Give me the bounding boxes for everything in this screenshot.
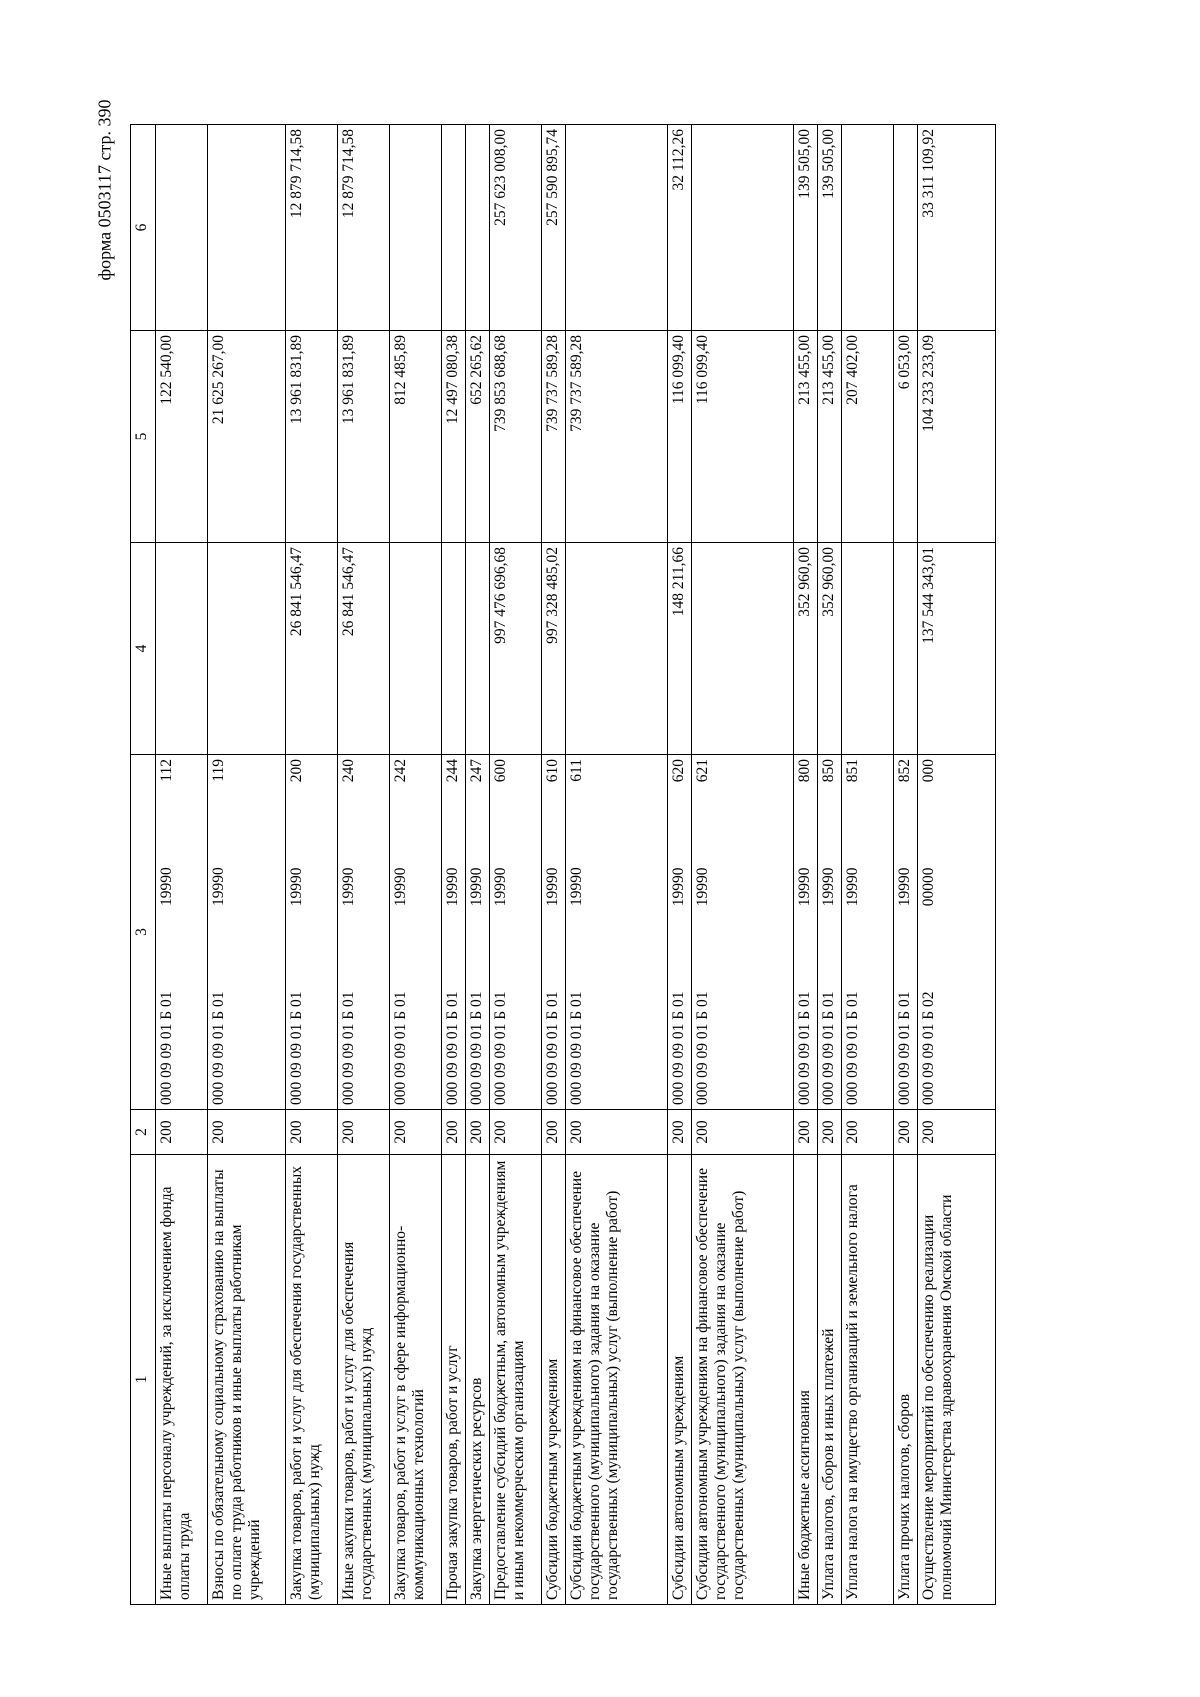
budget-code-item: 19990 (392, 867, 409, 907)
column-header: 2 (131, 1110, 156, 1155)
budget-code-main: 000 09 09 01 Б 01 (392, 991, 409, 1105)
budget-code-main: 000 09 09 01 Б 01 (544, 991, 561, 1105)
line-code: 200 (542, 1110, 566, 1155)
value-unexecuted: 257 590 895,74 (542, 125, 566, 331)
budget-code-item: 19990 (670, 867, 687, 907)
table-row (390, 125, 442, 1605)
line-code: 200 (156, 1110, 208, 1155)
budget-code-parts (820, 759, 838, 1105)
table-row (208, 125, 286, 1605)
budget-code-item: 19990 (288, 867, 305, 907)
value-unexecuted (390, 125, 442, 331)
budget-code-main: 000 09 09 01 Б 01 (670, 991, 687, 1105)
value-approved (894, 543, 918, 755)
budget-code-main: 000 09 09 01 Б 01 (444, 991, 461, 1105)
value-unexecuted (208, 125, 286, 331)
budget-code-parts (568, 759, 586, 1105)
budget-code (390, 755, 442, 1110)
line-code: 200 (442, 1110, 466, 1155)
budget-code-parts (288, 759, 306, 1105)
budget-code-main: 000 09 09 01 Б 01 (796, 991, 813, 1105)
value-unexecuted (566, 125, 668, 331)
value-executed: 116 099,40 (692, 331, 794, 543)
value-approved: 148 211,66 (668, 543, 692, 755)
budget-code (490, 755, 542, 1110)
row-name: Уплата налога на имущество организаций и земельного налога (842, 1155, 894, 1605)
budget-code-item: 19990 (340, 867, 357, 907)
budget-code-item: 19990 (444, 867, 461, 907)
budget-code-type: 112 (158, 759, 175, 782)
value-approved: 26 841 546,47 (286, 543, 338, 755)
budget-code-type: 240 (340, 759, 357, 783)
table-body (156, 125, 996, 1605)
budget-code-main: 000 09 09 01 Б 01 (340, 991, 357, 1105)
budget-code-item: 19990 (568, 867, 585, 906)
budget-code-item: 19990 (820, 867, 837, 907)
value-executed: 739 737 589,28 (542, 331, 566, 543)
value-approved (390, 543, 442, 755)
budget-code-type: 247 (468, 759, 485, 783)
budget-code-item: 19990 (694, 867, 711, 907)
budget-code-main: 000 09 09 01 Б 01 (468, 991, 485, 1105)
budget-code-type: 620 (670, 759, 687, 783)
value-approved (842, 543, 894, 755)
budget-code-type: 600 (492, 759, 509, 783)
value-executed: 739 737 589,28 (566, 331, 668, 543)
table-row (794, 125, 818, 1605)
budget-code-type: 610 (544, 759, 561, 783)
form-label: форма 0503117 стр. 390 (94, 99, 115, 281)
budget-code-type: 119 (210, 759, 227, 782)
value-executed: 13 961 831,89 (338, 331, 390, 543)
budget-code-parts (544, 759, 562, 1105)
value-unexecuted: 257 623 008,00 (490, 125, 542, 331)
row-name: Иные выплаты персоналу учреждений, за исключением фонда оплаты труда (156, 1155, 208, 1605)
budget-code-type: 244 (444, 759, 461, 783)
line-code: 200 (286, 1110, 338, 1155)
budget-code-parts (158, 759, 176, 1105)
line-code: 200 (490, 1110, 542, 1155)
budget-code-parts (492, 759, 510, 1105)
row-name: Субсидии автономным учреждениям на финансовое обеспечение государственного (муниципального) задания на оказание государственных (муниципальных) услуг (выполнение работ) (692, 1155, 794, 1605)
table-row (466, 125, 490, 1605)
table-row (842, 125, 894, 1605)
value-approved: 997 328 485,02 (542, 543, 566, 755)
budget-code (286, 755, 338, 1110)
value-unexecuted: 12 879 714,58 (338, 125, 390, 331)
value-approved (208, 543, 286, 755)
header-row (131, 125, 156, 1605)
value-approved: 997 476 696,68 (490, 543, 542, 755)
value-unexecuted (692, 125, 794, 331)
budget-code-type: 000 (920, 759, 937, 783)
budget-code (842, 755, 894, 1110)
value-executed: 104 233 233,09 (918, 331, 996, 543)
value-executed: 21 625 267,00 (208, 331, 286, 543)
budget-code-item: 19990 (844, 867, 861, 907)
budget-code (668, 755, 692, 1110)
line-code: 200 (208, 1110, 286, 1155)
table-row (490, 125, 542, 1605)
row-name: Субсидии бюджетным учреждениям (542, 1155, 566, 1605)
table-row (894, 125, 918, 1605)
value-approved: 352 960,00 (818, 543, 842, 755)
table-row (442, 125, 466, 1605)
column-header: 4 (131, 543, 156, 755)
table-row (338, 125, 390, 1605)
line-code: 200 (794, 1110, 818, 1155)
value-executed: 122 540,00 (156, 331, 208, 543)
budget-code (794, 755, 818, 1110)
value-executed: 207 402,00 (842, 331, 894, 543)
value-approved: 26 841 546,47 (338, 543, 390, 755)
value-unexecuted: 12 879 714,58 (286, 125, 338, 331)
value-approved (692, 543, 794, 755)
table-row (668, 125, 692, 1605)
budget-code-item: 19990 (492, 867, 509, 907)
value-unexecuted: 139 505,00 (794, 125, 818, 331)
budget-code-item: 00000 (920, 867, 937, 907)
budget-code-parts (694, 759, 712, 1105)
value-executed: 213 455,00 (818, 331, 842, 543)
budget-code-main: 000 09 09 01 Б 01 (896, 991, 913, 1105)
row-name: Предоставление субсидий бюджетным, автономным учреждениям и иным некоммерческим организациям (490, 1155, 542, 1605)
row-name: Закупка товаров, работ и услуг для обеспечения государственных (муниципальных) нужд (286, 1155, 338, 1605)
value-executed: 116 099,40 (668, 331, 692, 543)
budget-code-type: 852 (896, 759, 913, 783)
budget-code-main: 000 09 09 01 Б 01 (210, 991, 227, 1105)
row-name: Закупка энергетических ресурсов (466, 1155, 490, 1605)
column-header: 6 (131, 125, 156, 331)
value-executed: 652 265,62 (466, 331, 490, 543)
row-name: Осуществление мероприятий по обеспечению реализации полномочий Министерства здравоохранения Омской области (918, 1155, 996, 1605)
value-executed: 739 853 688,68 (490, 331, 542, 543)
page-header (85, 10, 125, 370)
value-unexecuted: 32 112,26 (668, 125, 692, 331)
row-name: Иные бюджетные ассигнования (794, 1155, 818, 1605)
budget-code-main: 000 09 09 01 Б 02 (920, 991, 937, 1105)
value-executed: 12 497 080,38 (442, 331, 466, 543)
value-executed: 812 485,89 (390, 331, 442, 543)
line-code: 200 (668, 1110, 692, 1155)
budget-code-main: 000 09 09 01 Б 01 (568, 991, 585, 1105)
value-unexecuted (842, 125, 894, 331)
value-unexecuted (442, 125, 466, 331)
budget-code-item: 19990 (210, 867, 227, 906)
budget-code-item: 19990 (796, 867, 813, 907)
table-row (692, 125, 794, 1605)
report-table-container (130, 125, 1110, 1605)
value-approved (466, 543, 490, 755)
value-executed: 6 053,00 (894, 331, 918, 543)
budget-code-parts (796, 759, 814, 1105)
row-name: Уплата прочих налогов, сборов (894, 1155, 918, 1605)
budget-code-main: 000 09 09 01 Б 01 (288, 991, 305, 1105)
table-row (542, 125, 566, 1605)
line-code: 200 (818, 1110, 842, 1155)
row-name: Прочая закупка товаров, работ и услуг (442, 1155, 466, 1605)
budget-code-item: 19990 (468, 867, 485, 907)
line-code: 200 (390, 1110, 442, 1155)
value-approved: 137 544 343,01 (918, 543, 996, 755)
value-approved: 352 960,00 (794, 543, 818, 755)
budget-code (918, 755, 996, 1110)
budget-code-main: 000 09 09 01 Б 01 (158, 991, 175, 1105)
row-name: Взносы по обязательному социальному страхованию на выплаты по оплате труда работников и иные выплаты работникам учреждений (208, 1155, 286, 1605)
line-code: 200 (918, 1110, 996, 1155)
budget-code (692, 755, 794, 1110)
table-row (156, 125, 208, 1605)
budget-code (156, 755, 208, 1110)
column-header: 1 (131, 1155, 156, 1605)
budget-code (818, 755, 842, 1110)
budget-code-parts (844, 759, 862, 1105)
budget-code-parts (468, 759, 486, 1105)
table-row (818, 125, 842, 1605)
table-row (918, 125, 996, 1605)
budget-code-type: 800 (796, 759, 813, 783)
budget-code (442, 755, 466, 1110)
value-approved (156, 543, 208, 755)
budget-code-main: 000 09 09 01 Б 01 (492, 991, 509, 1105)
budget-code-type: 611 (568, 759, 585, 782)
budget-code-parts (670, 759, 688, 1105)
row-name: Субсидии бюджетным учреждениям на финансовое обеспечение государственного (муниципального) задания на оказание государственных (муниципальных) услуг (выполнение работ) (566, 1155, 668, 1605)
budget-code-main: 000 09 09 01 Б 01 (844, 991, 861, 1105)
table-row (566, 125, 668, 1605)
value-unexecuted (466, 125, 490, 331)
budget-code-main: 000 09 09 01 Б 01 (694, 991, 711, 1105)
budget-code-parts (340, 759, 358, 1105)
line-code: 200 (692, 1110, 794, 1155)
row-name: Субсидии автономным учреждениям (668, 1155, 692, 1605)
budget-code (338, 755, 390, 1110)
row-name: Уплата налогов, сборов и иных платежей (818, 1155, 842, 1605)
column-header: 5 (131, 331, 156, 543)
line-code: 200 (338, 1110, 390, 1155)
value-unexecuted: 33 311 109,92 (918, 125, 996, 331)
line-code: 200 (842, 1110, 894, 1155)
row-name: Иные закупки товаров, работ и услуг для обеспечения государственных (муниципальных) нужд (338, 1155, 390, 1605)
value-unexecuted (156, 125, 208, 331)
budget-code-type: 850 (820, 759, 837, 783)
budget-code-type: 851 (844, 759, 861, 783)
value-approved (566, 543, 668, 755)
column-header: 3 (131, 755, 156, 1110)
budget-code-parts (920, 759, 938, 1105)
budget-code-type: 621 (694, 759, 711, 783)
value-executed: 13 961 831,89 (286, 331, 338, 543)
line-code: 200 (566, 1110, 668, 1155)
report-table (130, 124, 996, 1605)
budget-code-parts (392, 759, 410, 1105)
budget-code (466, 755, 490, 1110)
table-row (286, 125, 338, 1605)
budget-code-item: 19990 (544, 867, 561, 907)
row-name: Закупка товаров, работ и услуг в сфере информационно-коммуникационных технологий (390, 1155, 442, 1605)
budget-code-type: 200 (288, 759, 305, 783)
value-unexecuted (894, 125, 918, 331)
budget-code-parts (210, 759, 228, 1105)
budget-code (542, 755, 566, 1110)
line-code: 200 (466, 1110, 490, 1155)
budget-code (208, 755, 286, 1110)
budget-code-item: 19990 (896, 867, 913, 907)
budget-code-parts (896, 759, 914, 1105)
value-unexecuted: 139 505,00 (818, 125, 842, 331)
budget-code-item: 19990 (158, 867, 175, 906)
value-executed: 213 455,00 (794, 331, 818, 543)
budget-code (566, 755, 668, 1110)
value-approved (442, 543, 466, 755)
budget-code-type: 242 (392, 759, 409, 783)
line-code: 200 (894, 1110, 918, 1155)
budget-code (894, 755, 918, 1110)
budget-code-main: 000 09 09 01 Б 01 (820, 991, 837, 1105)
budget-code-parts (444, 759, 462, 1105)
